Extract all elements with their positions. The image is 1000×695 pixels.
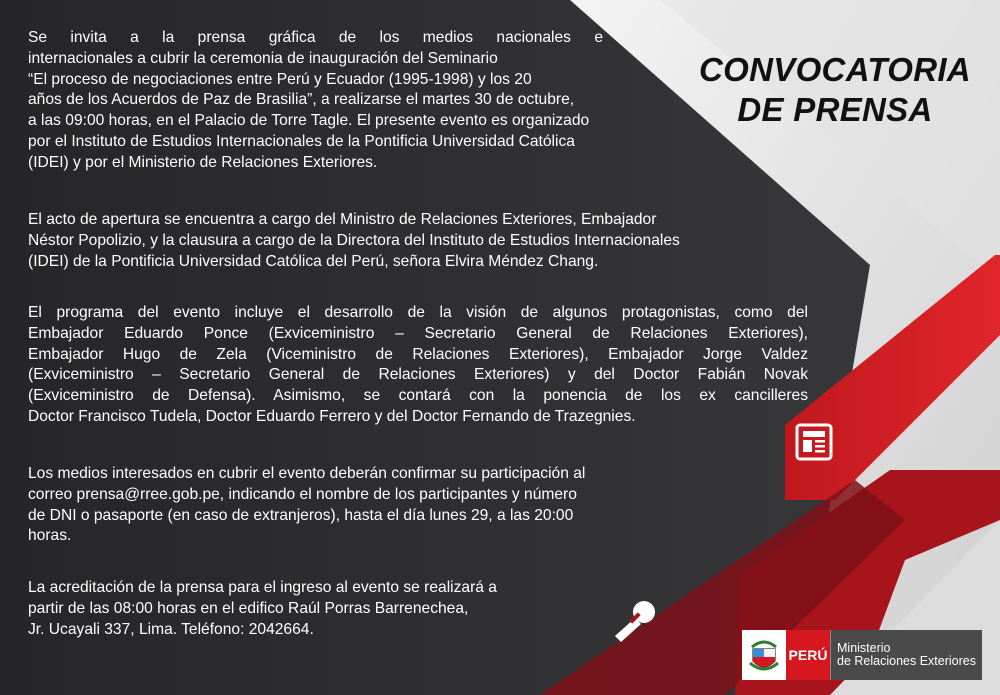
p4-line-4: horas.	[28, 527, 72, 545]
p1-line-3: “El proceso de negociaciones entre Perú y Ecuador (1995-1998) y los 20	[28, 70, 532, 88]
p3-line-4: (Exviceministro – Secretario General de Relaciones Exteriores) y del Doctor Fabián Novak	[28, 366, 808, 384]
p1-line-7: (IDEI) y por el Ministerio de Relaciones Exteriores.	[28, 153, 378, 171]
p2-line-3: (IDEI) de la Pontificia Universidad Católica del Perú, señora Elvira Méndez Chang.	[28, 252, 599, 270]
peru-brand: PERÚ	[786, 630, 830, 680]
p1-line-2: internacionales a cubrir la ceremonia de inauguración del Seminario	[28, 49, 498, 67]
p1-line-6: por el Instituto de Estudios Internacionales de la Pontificia Universidad Católica	[28, 132, 575, 150]
invitation-paragraph	[28, 28, 603, 174]
title-line-2: DE PRENSA	[737, 91, 933, 128]
p4-line-1: Los medios interesados en cubrir el evento deberán confirmar su participación al	[28, 465, 586, 482]
opening-paragraph	[28, 210, 768, 272]
p2-line-1: El acto de apertura se encuentra a cargo del Ministro de Relaciones Exteriores, Embajador	[28, 211, 657, 228]
program-paragraph	[28, 303, 808, 428]
accreditation-paragraph	[28, 578, 588, 640]
p1-line-1: Se invita a la prensa gráfica de los medios nacionales e	[28, 29, 603, 46]
ministry-name-line-2: de Relaciones Exteriores	[837, 654, 976, 668]
p5-line-2: partir de las 08:00 horas en el edifico Raúl Porras Barrenechea,	[28, 599, 469, 617]
confirmation-paragraph	[28, 464, 628, 547]
p3-line-6: Doctor Francisco Tudela, Doctor Eduardo Ferrero y del Doctor Fernando de Trazegnies.	[28, 407, 636, 425]
coat-of-arms-icon	[742, 630, 786, 680]
p3-line-3: Embajador Hugo de Zela (Viceministro de Relaciones Exteriores), Embajador Jorge Valdez	[28, 345, 808, 363]
page-title	[690, 50, 980, 130]
p3-line-1: El programa del evento incluye el desarrollo de la visión de algunos protagonistas, como del	[28, 304, 808, 321]
ministry-name-line-1: Ministerio	[837, 641, 891, 655]
p4-line-2: correo prensa@rree.gob.pe, indicando el nombre de los participantes y número	[28, 485, 577, 503]
p5-line-3: Jr. Ucayali 337, Lima. Teléfono: 2042664.	[28, 620, 314, 638]
p1-line-5: a las 09:00 horas, en el Palacio de Torre Tagle. El presente evento es organizado	[28, 112, 590, 130]
p2-line-2: Néstor Popolizio, y la clausura a cargo de la Directora del Instituto de Estudios Internacionales	[28, 231, 680, 249]
ministry-logo	[742, 630, 982, 680]
p3-line-2: Embajador Eduardo Ponce (Exviceministro – Secretario General de Relaciones Exteriores),	[28, 324, 808, 342]
title-line-1: CONVOCATORIA	[699, 51, 971, 88]
p3-line-5: (Exviceministro de Defensa). Asimismo, se contará con la ponencia de los ex cancilleres	[28, 387, 808, 405]
p1-line-4: años de los Acuerdos de Paz de Brasilia”, a realizarse el martes 30 de octubre,	[28, 91, 575, 109]
p5-line-1: La acreditación de la prensa para el ingreso al evento se realizará a	[28, 579, 497, 596]
ministry-name	[830, 630, 982, 680]
p4-line-3: de DNI o pasaporte (en caso de extranjeros), hasta el día lunes 29, a las 20:00	[28, 506, 574, 524]
